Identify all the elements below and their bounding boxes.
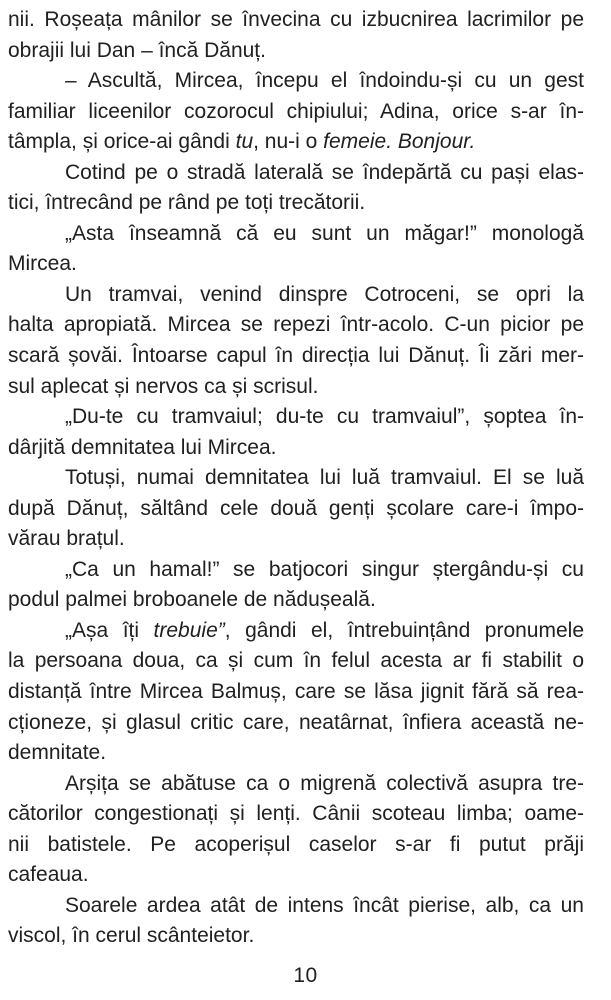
text-line: Mircea.: [8, 252, 77, 276]
text-line: tâmpla, și orice-ai gândi tu, nu-i o femeie. Bonjour.: [8, 130, 476, 154]
text-line: obrajii lui Dan – încă Dănuț.: [8, 38, 266, 62]
text-line: familiar liceenilor cozorocul chipiului; Adina, orice s-ar în-: [8, 99, 584, 123]
page-number: 10: [293, 963, 318, 987]
text-line: „Asta înseamnă că eu sunt un măgar!” monologă: [65, 221, 584, 245]
text-line: sul aplecat și nervos ca și scrisul.: [8, 374, 319, 398]
text-line: podul palmei broboanele de nădușeală.: [8, 588, 376, 612]
text-line: tici, întrecând pe rând pe toți trecătorii.: [8, 191, 366, 215]
text-line: „Du-te cu tramvaiul; du-te cu tramvaiul”, șoptea în-: [65, 405, 584, 429]
text-line: Totuși, numai demnitatea lui luă tramvaiul. El se luă: [65, 466, 584, 490]
text-line: scară șovăi. Întoarse capul în direcția lui Dănuț. Îi zări mer-: [8, 344, 584, 368]
text-line: vărau brațul.: [8, 527, 125, 551]
text-line: halta apropiată. Mircea se repezi într-acolo. C-un picior pe: [8, 313, 584, 337]
text-line: – Ascultă, Mircea, începu el îndoindu-și cu un gest: [65, 69, 584, 93]
text-line: nii. Roșeața mânilor se învecina cu izbucnirea lacrimilor pe: [8, 8, 584, 31]
text-line: Cotind pe o stradă laterală se îndepărtă cu pași elas-: [65, 160, 584, 184]
text-line: „Ca un hamal!” se batjocori singur ștergându-și cu: [65, 557, 584, 581]
text-line: cătorilor congestionați și lenți. Cânii scoteau limba; oame-: [8, 802, 584, 826]
text-line: cționeze, și glasul critic care, neatârnat, înfiera această ne-: [8, 710, 584, 734]
text-line: dârjită demnitatea lui Mircea.: [8, 435, 277, 459]
text-line: cafeaua.: [8, 863, 89, 887]
text-line: Soarele ardea atât de intens încât pierise, alb, ca un: [65, 893, 584, 917]
text-line: demnitate.: [8, 741, 107, 765]
text-line: după Dănuț, săltând cele două genți școlare care-i împo-: [8, 496, 584, 520]
text-line: nii batistele. Pe acoperișul caselor s-ar fi putut prăji: [8, 832, 584, 856]
text-line: Arșița se abătuse ca o migrenă colectivă asupra tre-: [65, 771, 584, 795]
text-line: viscol, în cerul scânteietor.: [8, 924, 255, 948]
text-line: distanță între Mircea Balmuș, care se lăsa jignit fără să rea-: [8, 680, 584, 704]
text-line: „Așa îți trebuie”, gândi el, întrebuințând pronumele: [65, 618, 584, 642]
text-line: Un tramvai, venind dinspre Cotroceni, se opri la: [65, 282, 584, 306]
text-line: la persoana doua, ca și cum în felul acesta ar fi stabilit o: [8, 649, 584, 673]
